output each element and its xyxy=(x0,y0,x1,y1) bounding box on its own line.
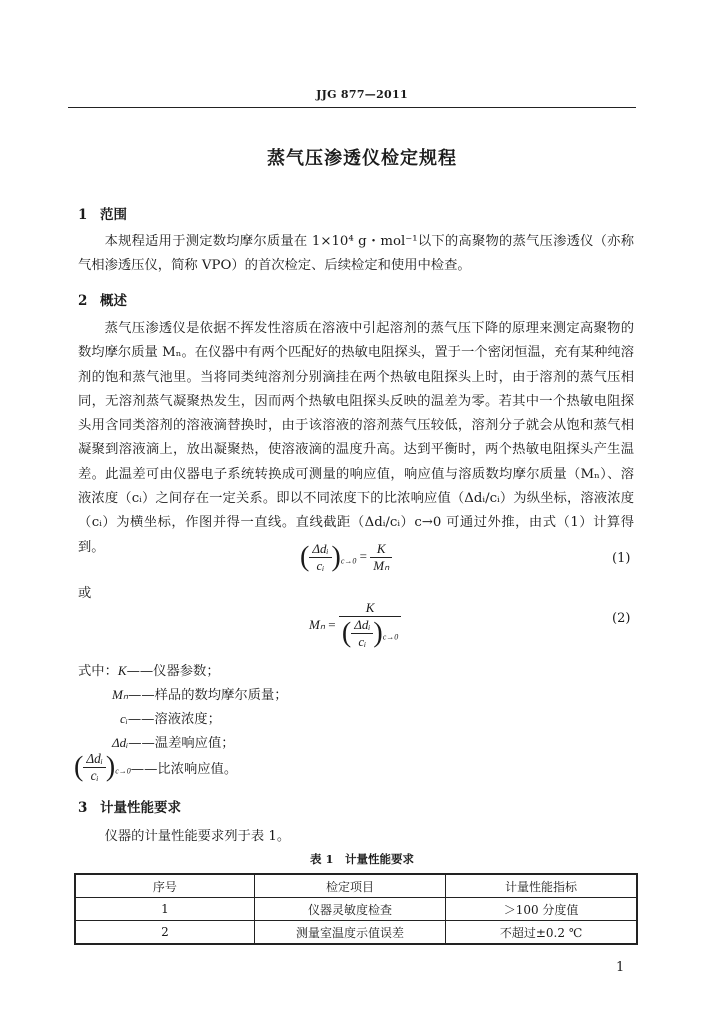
section-title: 范围 xyxy=(100,207,127,223)
ratio-numerator: Δdᵢ xyxy=(83,751,106,768)
equation-1: ( $\frac{\text{Δdᵢ}}{\text{cᵢ}}$ )$_{c\to 0}$ = $\frac{K}{\text{Mₙ}}$ xyxy=(300,541,392,581)
desc-delta-d: ——温差响应值； xyxy=(128,736,235,751)
section-number: 2 xyxy=(78,293,88,309)
table-cell: 不超过±0.2 ℃ xyxy=(446,921,637,945)
table-row xyxy=(75,921,637,945)
eq1-equals: = xyxy=(359,548,367,564)
eq2-Mn: Mₙ xyxy=(309,617,326,632)
table-header: 计量性能指标 xyxy=(446,874,637,898)
desc-ci: ——溶液浓度； xyxy=(127,712,221,727)
table-header: 检定项目 xyxy=(254,874,445,898)
eq1-Mn: Mₙ xyxy=(373,558,390,573)
symbol-delta-d: Δdᵢ xyxy=(112,735,129,750)
where-lead xyxy=(78,660,220,679)
page-number: 1 xyxy=(616,960,625,975)
section-3-heading xyxy=(78,796,181,816)
eq1-denominator: cᵢ xyxy=(316,558,325,573)
document-title: 蒸气压渗透仪检定规程 xyxy=(267,148,457,169)
section-number: 1 xyxy=(78,207,88,223)
table-cell: ＞100 分度值 xyxy=(446,898,637,921)
table-cell: 2 xyxy=(75,921,254,945)
table-header: 序号 xyxy=(75,874,254,898)
ratio-denominator: cᵢ xyxy=(90,768,99,783)
section-1-heading xyxy=(78,203,127,223)
table-row xyxy=(75,898,637,921)
eq2-numerator: Δdᵢ xyxy=(351,617,373,634)
symbol-Mn: Mₙ xyxy=(112,687,129,702)
table-header-row xyxy=(75,874,637,898)
table-cell: 测量室温度示值误差 xyxy=(254,921,445,945)
eq1-limit: c→0 xyxy=(340,556,357,566)
eq2-equals: = xyxy=(328,617,336,632)
or-label: 或 xyxy=(78,586,92,601)
eq2-denominator: cᵢ xyxy=(358,634,367,649)
equation-1-number: (1) xyxy=(612,551,631,566)
where-item-ci xyxy=(120,708,221,727)
header-rule xyxy=(68,107,636,108)
section-title: 概述 xyxy=(100,293,127,309)
ratio-limit: c→0 xyxy=(115,766,131,776)
where-lead-text: 式中： xyxy=(78,664,118,679)
section-title: 计量性能要求 xyxy=(100,800,181,816)
eq2-K: K xyxy=(339,600,401,617)
eq1-K: K xyxy=(370,541,392,558)
desc-K: ——仪器参数； xyxy=(126,664,220,679)
page-header: JJG 877—2011 xyxy=(316,88,408,101)
where-item-ratio: ( $\frac{\text{Δdᵢ}}{\text{cᵢ}}$ )$_{c\to 0}——$比浓响应值。 xyxy=(74,751,238,783)
eq2-limit: c→0 xyxy=(382,632,399,642)
metrology-table xyxy=(74,873,638,945)
symbol-K: K xyxy=(117,663,127,678)
symbol-ci: cᵢ xyxy=(120,711,128,726)
eq1-numerator: Δdᵢ xyxy=(309,541,331,558)
where-item-delta-d xyxy=(112,732,235,751)
section-2-heading xyxy=(78,289,127,309)
equation-2-number: (2) xyxy=(612,611,631,626)
table-cell: 仪器灵敏度检查 xyxy=(254,898,445,921)
table-cell: 1 xyxy=(75,898,254,921)
equation-2: Mₙ = K ( $\frac{\text{Δdᵢ}}{\text{cᵢ}}$ )$_{c\to 0}$ xyxy=(309,600,401,650)
desc-Mn: ——样品的数均摩尔质量； xyxy=(128,688,288,703)
table-caption: 表 1 计量性能要求 xyxy=(309,852,414,866)
where-item-Mn xyxy=(112,684,288,703)
scope-paragraph: 本规程适用于测定数均摩尔质量在 1×10⁴ g・mol⁻¹以下的高聚物的蒸气压渗透仪（亦称气相渗透压仪，简称 VPO）的首次检定、后续检定和使用中检查。 xyxy=(78,234,634,274)
desc-ratio: ——比浓响应值。 xyxy=(130,762,238,777)
metrology-paragraph: 仪器的计量性能要求列于表 1。 xyxy=(104,829,291,844)
section-number: 3 xyxy=(78,800,88,816)
overview-paragraph: 蒸气压渗透仪是依据不挥发性溶质在溶液中引起溶剂的蒸气压下降的原理来测定高聚物的数均摩尔质量 Mₙ。在仪器中有两个匹配好的热敏电阻探头，置于一个密闭恒温，充有某种纯溶剂的饱和蒸气池里。当将同类纯溶剂分别滴挂在两个热敏电阻探头上时，由于溶剂的蒸气压相同，无溶剂蒸气凝聚热发生，因而两个热敏电阻探头反映的温差为零。若其中一个热敏电阻探头用含同类溶剂的溶液滴替换时，由于该溶液的溶剂蒸气压较低，溶剂分子就会从饱和蒸气相凝聚到溶液滴上，放出凝聚热，使溶液滴的温度升高。达到平衡时，两个热敏电阻探头产生温差。此温差可由仪器电子系统转换成可测量的响应值，响应值与溶质数均摩尔质量（Mₙ）、溶液浓度（cᵢ）之间存在一定关系。即以不同浓度下的比浓响应值（Δdᵢ/cᵢ）为纵坐标，溶液浓度（cᵢ）为横坐标，作图并得一直线。直线截距（Δdᵢ/cᵢ）c→0 可通过外推，由式（1）计算得到。 xyxy=(78,321,634,555)
